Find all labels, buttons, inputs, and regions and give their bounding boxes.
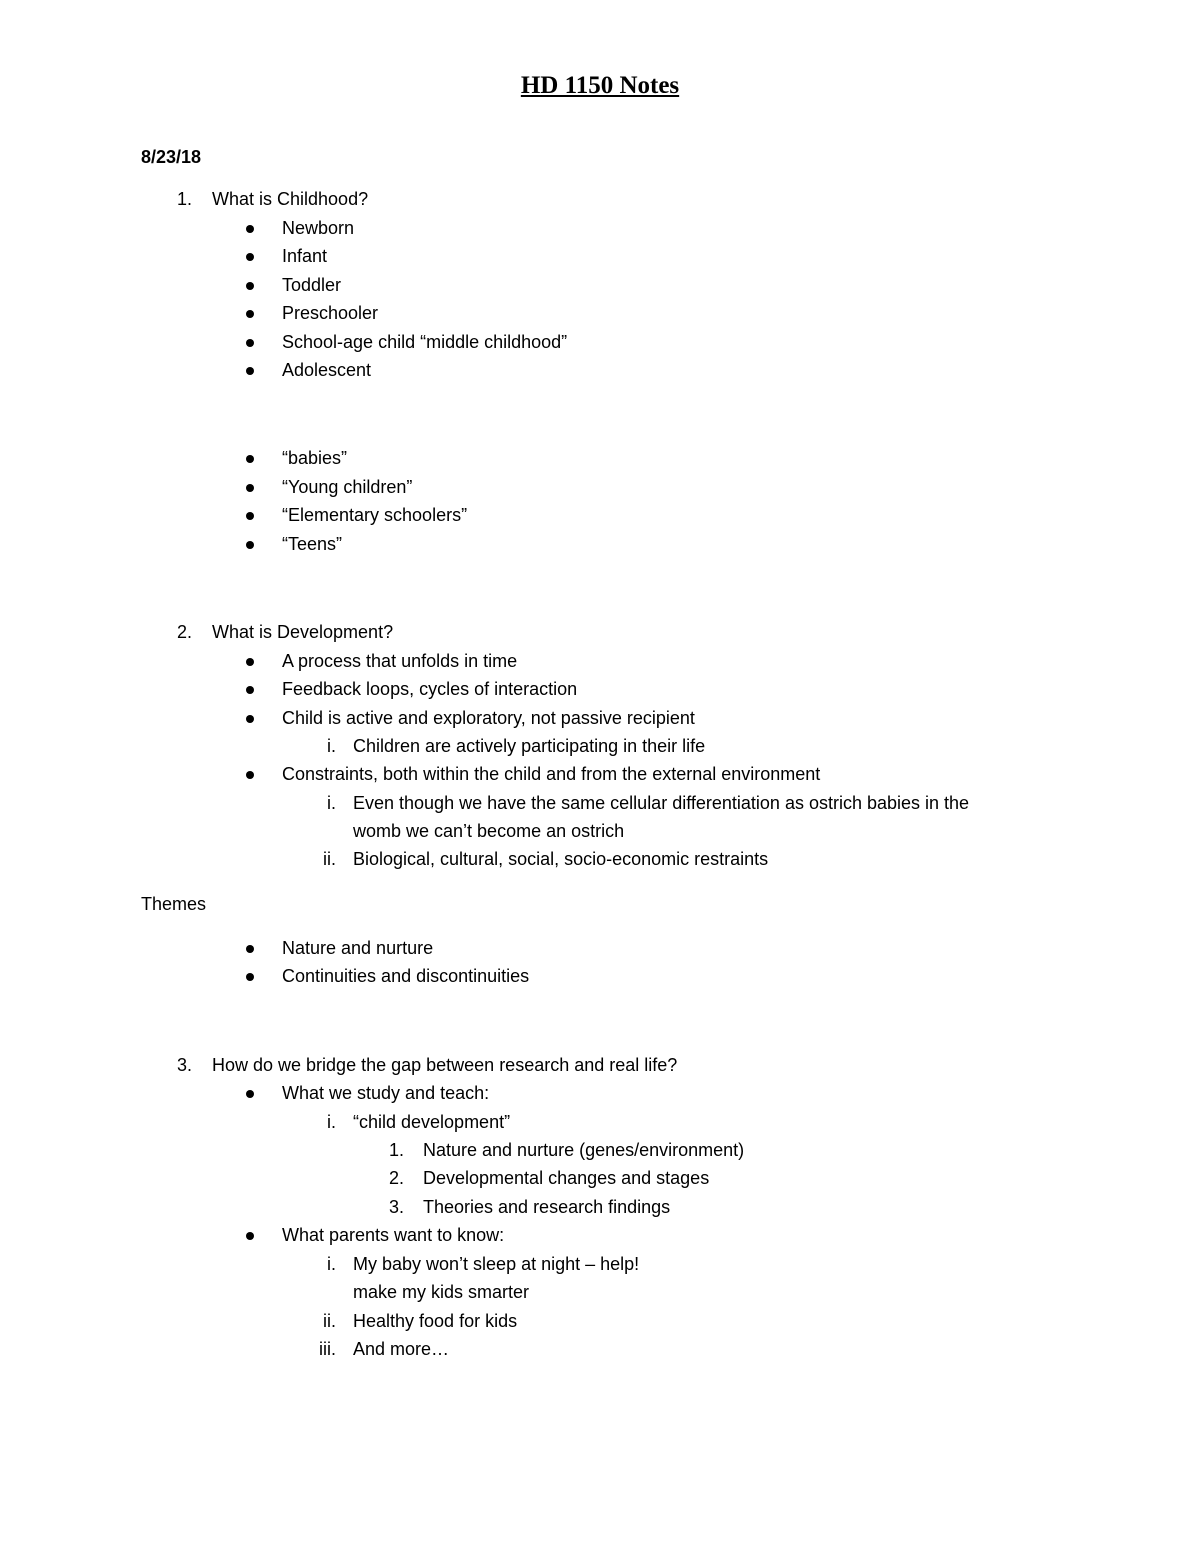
roman-numeral: i. bbox=[327, 736, 336, 756]
sub-sub-number: 3. bbox=[388, 1197, 404, 1217]
page-title: HD 1150 Notes bbox=[520, 72, 680, 99]
list-item: Feedback loops, cycles of interaction bbox=[282, 679, 578, 699]
note-date: 8/23/18 bbox=[141, 147, 202, 167]
sub-list-item: My baby won’t sleep at night – help! bbox=[353, 1254, 640, 1274]
list-item: Newborn bbox=[282, 218, 355, 238]
list-item: Nature and nurture bbox=[282, 938, 434, 958]
bullet-icon bbox=[246, 945, 254, 953]
sub-list-item-continued: make my kids smarter bbox=[353, 1282, 530, 1302]
list-item: What parents want to know: bbox=[282, 1225, 505, 1245]
bullet-icon bbox=[246, 715, 254, 723]
list-item: “babies” bbox=[282, 448, 348, 468]
roman-numeral: i. bbox=[327, 793, 336, 813]
bullet-icon bbox=[246, 367, 254, 375]
sub-sub-list-item: Nature and nurture (genes/environment) bbox=[423, 1140, 745, 1160]
sub-list-item: Biological, cultural, social, socio-economic restraints bbox=[353, 849, 769, 869]
roman-numeral: i. bbox=[327, 1112, 336, 1132]
list-item: Constraints, both within the child and from the external environment bbox=[282, 764, 821, 784]
list-item: Adolescent bbox=[282, 360, 372, 380]
bullet-icon bbox=[246, 455, 254, 463]
list-item: What we study and teach: bbox=[282, 1083, 490, 1103]
sub-list-item: “child development” bbox=[353, 1112, 511, 1132]
themes-heading: Themes bbox=[141, 894, 207, 914]
sub-list-item: Healthy food for kids bbox=[353, 1311, 518, 1331]
sub-sub-number: 1. bbox=[388, 1140, 404, 1160]
bullet-icon bbox=[246, 310, 254, 318]
bullet-icon bbox=[246, 1232, 254, 1240]
bullet-icon bbox=[246, 686, 254, 694]
section-heading: How do we bridge the gap between research and real life? bbox=[212, 1055, 678, 1075]
bullet-icon bbox=[246, 484, 254, 492]
sub-list-item: Children are actively participating in their life bbox=[353, 736, 706, 756]
bullet-icon bbox=[246, 1090, 254, 1098]
list-item: Child is active and exploratory, not passive recipient bbox=[282, 708, 695, 728]
list-item: School-age child “middle childhood” bbox=[282, 332, 568, 352]
bullet-icon bbox=[246, 282, 254, 290]
list-item: “Young children” bbox=[282, 477, 413, 497]
roman-numeral: ii. bbox=[323, 849, 336, 869]
section-heading: What is Development? bbox=[212, 622, 394, 642]
sub-sub-number: 2. bbox=[388, 1168, 404, 1188]
bullet-icon bbox=[246, 253, 254, 261]
sub-sub-list-item: Theories and research findings bbox=[423, 1197, 671, 1217]
bullet-icon bbox=[246, 225, 254, 233]
bullet-icon bbox=[246, 541, 254, 549]
section-heading: What is Childhood? bbox=[212, 189, 369, 209]
list-item: Continuities and discontinuities bbox=[282, 966, 530, 986]
list-item: “Teens” bbox=[282, 534, 343, 554]
list-item: A process that unfolds in time bbox=[282, 651, 518, 671]
roman-numeral: i. bbox=[327, 1254, 336, 1274]
sub-sub-list-item: Developmental changes and stages bbox=[423, 1168, 710, 1188]
sub-list-item-continued: womb we can’t become an ostrich bbox=[353, 821, 625, 841]
list-item: Preschooler bbox=[282, 303, 379, 323]
bullet-icon bbox=[246, 339, 254, 347]
bullet-icon bbox=[246, 512, 254, 520]
section-number: 2. bbox=[176, 622, 192, 642]
list-item: “Elementary schoolers” bbox=[282, 505, 468, 525]
sub-list-item: Even though we have the same cellular differentiation as ostrich babies in the bbox=[353, 793, 970, 813]
sub-list-item: And more… bbox=[353, 1339, 450, 1359]
roman-numeral: iii. bbox=[319, 1339, 336, 1359]
roman-numeral: ii. bbox=[323, 1311, 336, 1331]
bullet-icon bbox=[246, 973, 254, 981]
list-item: Infant bbox=[282, 246, 328, 266]
section-number: 1. bbox=[176, 189, 192, 209]
bullet-icon bbox=[246, 658, 254, 666]
bullet-icon bbox=[246, 771, 254, 779]
section-number: 3. bbox=[176, 1055, 192, 1075]
list-item: Toddler bbox=[282, 275, 342, 295]
